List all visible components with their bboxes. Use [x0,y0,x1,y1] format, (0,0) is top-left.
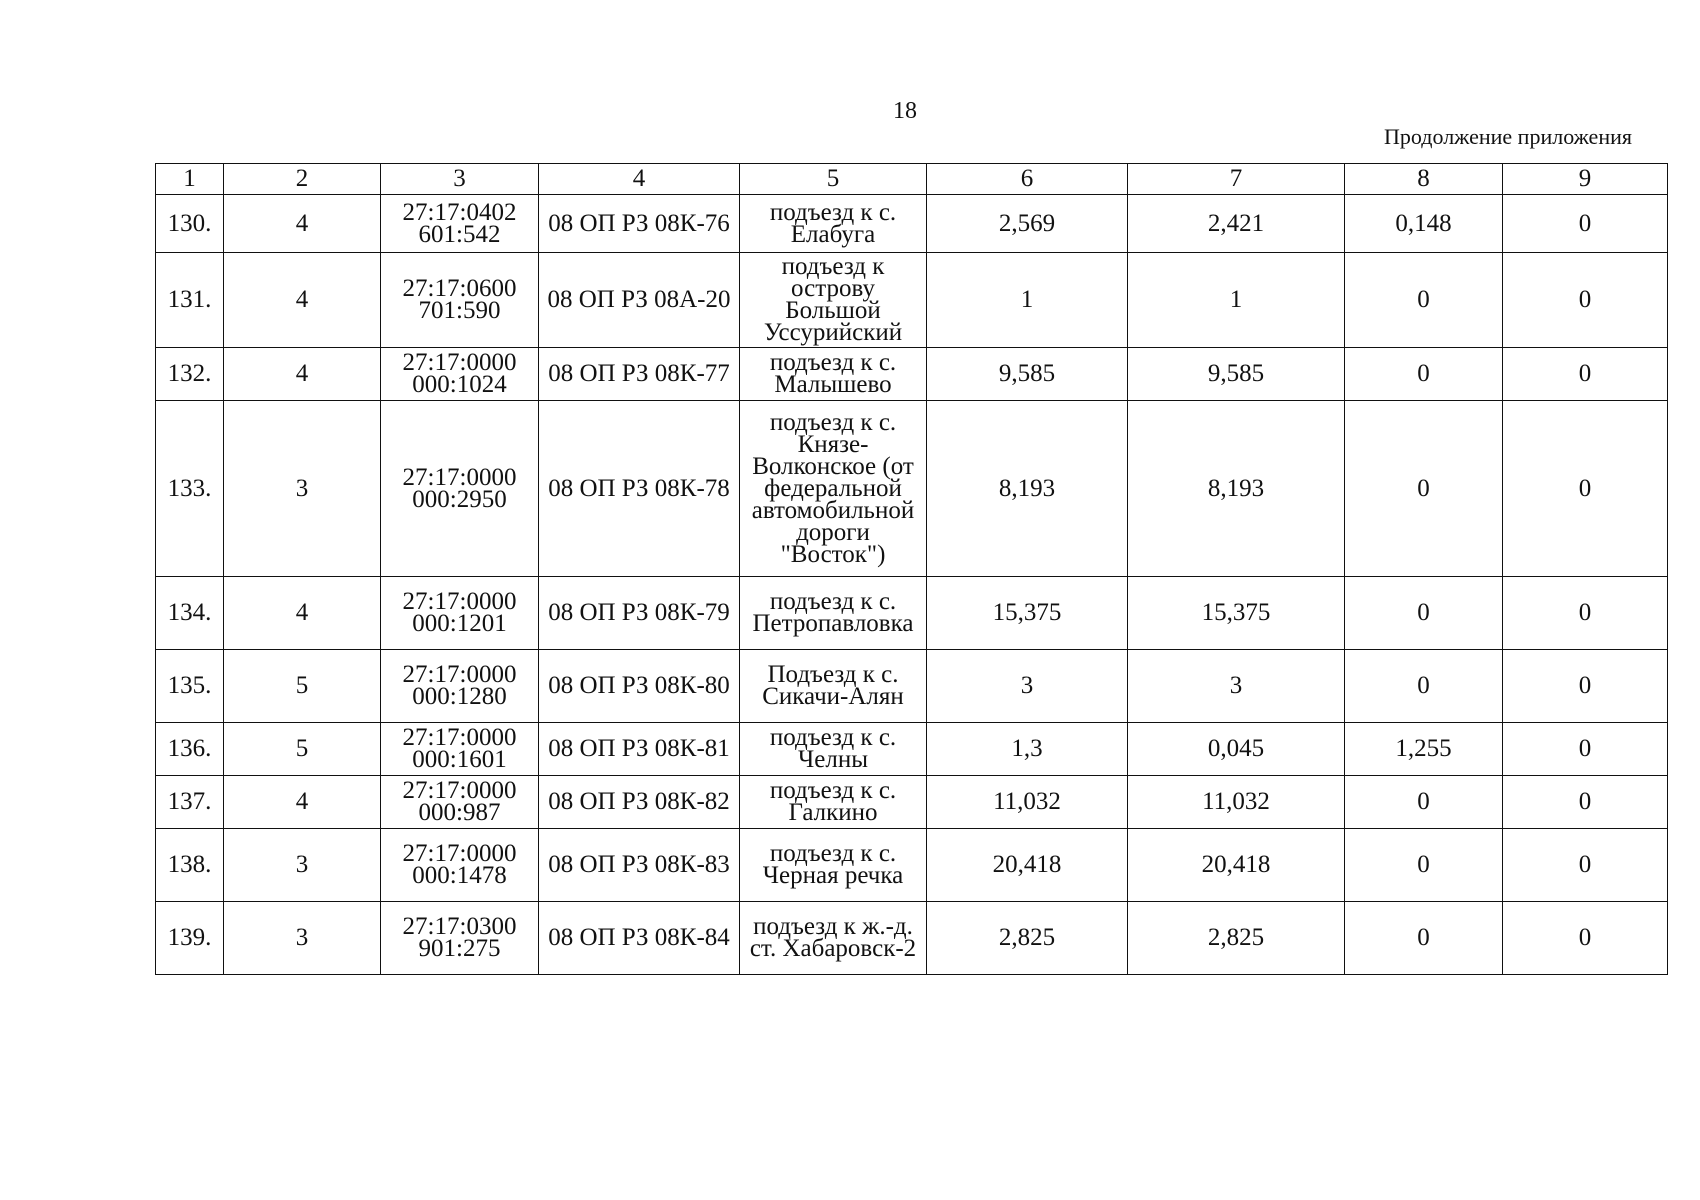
table-cell-col-1: 130. [156,195,224,253]
table-cell-col-6: 3 [927,650,1128,723]
table-cell-col-1: 138. [156,829,224,902]
table-cell-col-9: 0 [1503,902,1668,975]
table-cell-col-7: 1 [1128,253,1345,348]
table-cell-col-5: подъезд к с. Галкино [740,776,927,829]
table-cell-col-5: подъезд к с. Челны [740,723,927,776]
table-cell-col-5: подъезд к с. Петропавловка [740,577,927,650]
table-cell-col-6: 8,193 [927,401,1128,577]
table-cell-col-6: 1,3 [927,723,1128,776]
table-cell-col-9: 0 [1503,650,1668,723]
table-cell-col-2: 3 [224,902,381,975]
col-header-8: 8 [1345,164,1503,195]
table-cell-col-1: 137. [156,776,224,829]
table-cell-col-7: 11,032 [1128,776,1345,829]
table-cell-col-2: 4 [224,195,381,253]
table-cell-col-6: 9,585 [927,348,1128,401]
table-cell-col-1: 135. [156,650,224,723]
table-cell-col-9: 0 [1503,253,1668,348]
table-cell-col-2: 5 [224,650,381,723]
table-row [156,902,1668,975]
table-cell-col-6: 15,375 [927,577,1128,650]
table-cell-col-5: подъезд к с. Князе-Волконское (от федеральной автомобильной дороги "Восток") [740,401,927,577]
table-cell-col-4: 08 ОП РЗ 08К-77 [539,348,740,401]
col-header-7: 7 [1128,164,1345,195]
col-header-4: 4 [539,164,740,195]
table-cell-col-4: 08 ОП РЗ 08К-84 [539,902,740,975]
table-cell-col-3: 27:17:0000 000:987 [381,776,539,829]
table-cell-col-7: 8,193 [1128,401,1345,577]
col-header-6: 6 [927,164,1128,195]
table-cell-col-8: 0 [1345,902,1503,975]
table-cell-col-5: подъезд к с. Черная речка [740,829,927,902]
col-header-2: 2 [224,164,381,195]
table-cell-col-3: 27:17:0000 000:1478 [381,829,539,902]
table-cell-col-4: 08 ОП РЗ 08К-76 [539,195,740,253]
table-cell-col-8: 0 [1345,348,1503,401]
table-row [156,723,1668,776]
table-cell-col-8: 0 [1345,829,1503,902]
table-cell-col-4: 08 ОП РЗ 08К-81 [539,723,740,776]
continuation-label: Продолжение приложения [1384,124,1632,149]
table-cell-col-6: 20,418 [927,829,1128,902]
table-cell-col-6: 2,569 [927,195,1128,253]
table-cell-col-5: подъезд к с. Малышево [740,348,927,401]
table-cell-col-2: 4 [224,577,381,650]
header-row [156,164,1668,195]
table-cell-col-7: 15,375 [1128,577,1345,650]
table-cell-col-3: 27:17:0000 000:2950 [381,401,539,577]
table-cell-col-7: 3 [1128,650,1345,723]
table-cell-col-7: 0,045 [1128,723,1345,776]
table-cell-col-8: 0 [1345,650,1503,723]
table-cell-col-2: 4 [224,348,381,401]
table-cell-col-7: 2,825 [1128,902,1345,975]
table-cell-col-7: 9,585 [1128,348,1345,401]
table-cell-col-1: 136. [156,723,224,776]
table-cell-col-5: подъезд к ж.-д. ст. Хабаровск-2 [740,902,927,975]
table-cell-col-7: 20,418 [1128,829,1345,902]
table-cell-col-3: 27:17:0000 000:1280 [381,650,539,723]
table-cell-col-6: 11,032 [927,776,1128,829]
table-cell-col-8: 0 [1345,577,1503,650]
table-cell-col-8: 0 [1345,253,1503,348]
col-header-1: 1 [156,164,224,195]
table-cell-col-5: Подъезд к с. Сикачи-Алян [740,650,927,723]
table-cell-col-1: 133. [156,401,224,577]
table-cell-col-3: 27:17:0000 000:1201 [381,577,539,650]
table-cell-col-2: 4 [224,253,381,348]
table-cell-col-9: 0 [1503,401,1668,577]
table-row [156,348,1668,401]
table-cell-col-2: 4 [224,776,381,829]
table-cell-col-4: 08 ОП РЗ 08К-78 [539,401,740,577]
table-cell-col-6: 1 [927,253,1128,348]
table-cell-col-9: 0 [1503,348,1668,401]
table-cell-col-2: 3 [224,401,381,577]
table-cell-col-9: 0 [1503,577,1668,650]
page-number: 18 [893,98,917,124]
table-cell-col-5: подъезд к острову Большой Уссурийский [740,253,927,348]
table-cell-col-6: 2,825 [927,902,1128,975]
table-cell-col-2: 3 [224,829,381,902]
table-cell-col-4: 08 ОП РЗ 08А-20 [539,253,740,348]
table-cell-col-1: 132. [156,348,224,401]
table-cell-col-8: 0,148 [1345,195,1503,253]
table-cell-col-8: 1,255 [1345,723,1503,776]
table-cell-col-1: 139. [156,902,224,975]
table-cell-col-4: 08 ОП РЗ 08К-82 [539,776,740,829]
col-header-9: 9 [1503,164,1668,195]
table-cell-col-3: 27:17:0000 000:1024 [381,348,539,401]
table-cell-col-4: 08 ОП РЗ 08К-80 [539,650,740,723]
table-row [156,253,1668,348]
table-cell-col-4: 08 ОП РЗ 08К-83 [539,829,740,902]
col-header-3: 3 [381,164,539,195]
table-cell-col-1: 131. [156,253,224,348]
table-row [156,776,1668,829]
table-cell-col-9: 0 [1503,723,1668,776]
table-cell-col-8: 0 [1345,776,1503,829]
roads-table [155,163,1668,975]
table-cell-col-2: 5 [224,723,381,776]
table-row [156,577,1668,650]
table-cell-col-3: 27:17:0000 000:1601 [381,723,539,776]
table-cell-col-3: 27:17:0600 701:590 [381,253,539,348]
table-cell-col-5: подъезд к с. Елабуга [740,195,927,253]
table-row [156,650,1668,723]
table-cell-col-8: 0 [1345,401,1503,577]
table-cell-col-9: 0 [1503,195,1668,253]
table-row [156,195,1668,253]
table-row [156,829,1668,902]
table-row [156,401,1668,577]
table-cell-col-9: 0 [1503,776,1668,829]
col-header-5: 5 [740,164,927,195]
table-cell-col-1: 134. [156,577,224,650]
table-cell-col-3: 27:17:0402 601:542 [381,195,539,253]
table-cell-col-9: 0 [1503,829,1668,902]
table-cell-col-7: 2,421 [1128,195,1345,253]
table-cell-col-4: 08 ОП РЗ 08К-79 [539,577,740,650]
table-cell-col-3: 27:17:0300 901:275 [381,902,539,975]
